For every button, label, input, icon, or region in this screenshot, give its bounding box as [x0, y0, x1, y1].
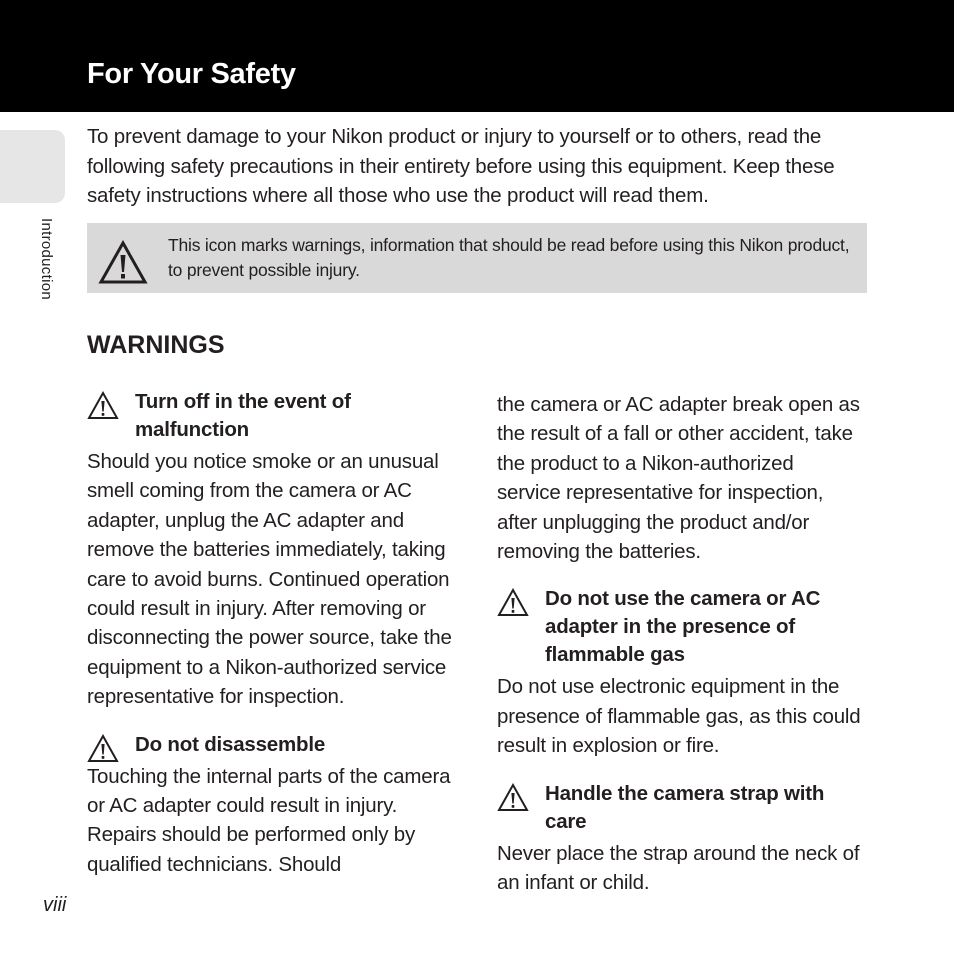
warning-item-title: Do not disassemble — [135, 732, 326, 756]
warning-triangle-icon — [98, 240, 148, 285]
warning-triangle-icon — [87, 734, 119, 763]
warning-item-body: Do not use electronic equipment in the presence of flammable gas, as this could result in explosion or fire. — [497, 675, 861, 758]
warning-item-body-continued: the camera or AC adapter break open as the result of a fall or other accident, take the product to a Nikon-authorized service representative for inspection, after unplugging the product and/or removing the batteries. — [497, 393, 860, 564]
left-column — [87, 388, 452, 879]
warning-triangle-icon — [87, 391, 119, 420]
warning-item-title: Do not use the camera or AC adapter in the presence of flammable gas — [545, 587, 821, 667]
warning-item-header — [87, 731, 452, 759]
notice-box — [87, 223, 867, 293]
right-column — [497, 388, 862, 897]
warning-item-title: Handle the camera strap with care — [545, 781, 825, 833]
warning-item-body: Should you notice smoke or an unusual smell coming from the camera or AC adapter, unplug the AC adapter and remove the batteries immediately, taking care to avoid burns. Continued operation could result in injury. After removing or disconnecting the power source, take the equipment to a Nikon-authorized service representative for inspection. — [87, 450, 452, 709]
warning-item-body: Never place the strap around the neck of an infant or child. — [497, 841, 860, 895]
warning-triangle-icon — [497, 588, 529, 617]
section-tab-label: Introduction — [38, 218, 55, 300]
intro-paragraph: To prevent damage to your Nikon product or injury to yourself or to others, read the following safety precautions in their entirety before using this equipment. Keep these safety instructions where all those who use the product will read them. — [87, 125, 835, 207]
warning-item-header — [87, 388, 452, 444]
warning-item — [497, 585, 862, 760]
warning-item — [87, 731, 452, 880]
notice-text: This icon marks warnings, information that should be read before using this Nikon product, to prevent possible injury. — [168, 235, 850, 280]
warnings-heading: WARNINGS — [87, 331, 225, 359]
page-title: For Your Safety — [87, 58, 296, 90]
warning-item-body: Touching the internal parts of the camera or AC adapter could result in injury. Repairs should be performed only by qualified technicians. Should — [87, 764, 451, 876]
warning-item — [87, 388, 452, 712]
page-number: viii — [43, 894, 67, 916]
section-tab — [0, 130, 65, 203]
warning-item-header — [497, 780, 862, 836]
warning-item-header — [497, 585, 862, 669]
warning-item — [497, 780, 862, 898]
warning-item-title: Turn off in the event of malfunction — [135, 390, 351, 441]
warning-triangle-icon — [497, 783, 529, 812]
header-bar — [0, 0, 954, 112]
